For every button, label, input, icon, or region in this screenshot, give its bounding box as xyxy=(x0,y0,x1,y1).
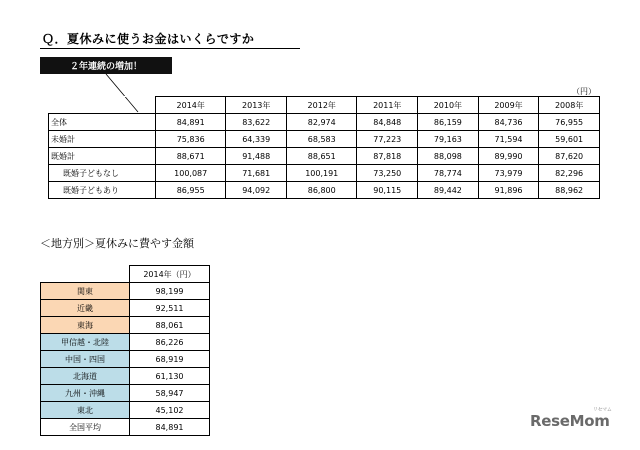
year-header: 2011年 xyxy=(357,97,418,114)
table-row xyxy=(49,165,600,182)
year-header: 2012年 xyxy=(287,97,357,114)
table-corner-cell xyxy=(49,97,156,114)
table-row xyxy=(49,182,600,199)
value-cell: 59,601 xyxy=(539,131,600,148)
region-row xyxy=(41,334,210,351)
region-value: 61,130 xyxy=(130,368,210,385)
region-label: 北海道 xyxy=(41,368,130,385)
row-label: 既婚子どもあり xyxy=(49,182,156,199)
region-value: 58,947 xyxy=(130,385,210,402)
value-cell: 78,774 xyxy=(418,165,479,182)
value-cell: 91,488 xyxy=(226,148,287,165)
region-label: 近畿 xyxy=(41,300,130,317)
region-value: 45,102 xyxy=(130,402,210,419)
callout-label: ２年連続の増加！ xyxy=(40,57,172,74)
row-label: 全体 xyxy=(49,114,156,131)
value-cell: 86,159 xyxy=(418,114,479,131)
year-header: 2013年 xyxy=(226,97,287,114)
value-cell: 82,296 xyxy=(539,165,600,182)
region-header-row xyxy=(41,266,210,283)
region-row xyxy=(41,283,210,300)
value-cell: 75,836 xyxy=(156,131,226,148)
row-label: 未婚計 xyxy=(49,131,156,148)
value-cell: 87,818 xyxy=(357,148,418,165)
region-year-header: 2014年（円） xyxy=(130,266,210,283)
value-cell: 71,681 xyxy=(226,165,287,182)
value-cell: 83,622 xyxy=(226,114,287,131)
row-label: 既婚子どもなし xyxy=(49,165,156,182)
region-row xyxy=(41,351,210,368)
region-label: 甲信越・北陸 xyxy=(41,334,130,351)
region-label: 全国平均 xyxy=(41,419,130,436)
resemom-logo xyxy=(530,407,612,430)
unit-label: （円） xyxy=(572,87,596,96)
value-cell: 88,671 xyxy=(156,148,226,165)
spending-by-year-table xyxy=(48,96,600,199)
value-cell: 84,848 xyxy=(357,114,418,131)
year-header: 2014年 xyxy=(156,97,226,114)
region-label: 東海 xyxy=(41,317,130,334)
logo-text: ReseMom xyxy=(530,412,610,430)
value-cell: 73,979 xyxy=(478,165,539,182)
table-row xyxy=(49,114,600,131)
value-cell: 73,250 xyxy=(357,165,418,182)
region-value: 98,199 xyxy=(130,283,210,300)
region-value: 88,061 xyxy=(130,317,210,334)
region-label: 東北 xyxy=(41,402,130,419)
region-row xyxy=(41,402,210,419)
region-label: 関東 xyxy=(41,283,130,300)
region-value: 92,511 xyxy=(130,300,210,317)
logo-subtext: リセマム xyxy=(592,407,612,413)
value-cell: 88,962 xyxy=(539,182,600,199)
value-cell: 84,891 xyxy=(156,114,226,131)
region-row xyxy=(41,368,210,385)
row-label: 既婚計 xyxy=(49,148,156,165)
value-cell: 100,191 xyxy=(287,165,357,182)
value-cell: 89,442 xyxy=(418,182,479,199)
value-cell: 79,163 xyxy=(418,131,479,148)
value-cell: 77,223 xyxy=(357,131,418,148)
region-value: 84,891 xyxy=(130,419,210,436)
value-cell: 84,736 xyxy=(478,114,539,131)
region-corner-cell xyxy=(41,266,130,283)
value-cell: 88,098 xyxy=(418,148,479,165)
value-cell: 88,651 xyxy=(287,148,357,165)
value-cell: 87,620 xyxy=(539,148,600,165)
table-header-row xyxy=(49,97,600,114)
table-row xyxy=(49,131,600,148)
value-cell: 71,594 xyxy=(478,131,539,148)
value-cell: 90,115 xyxy=(357,182,418,199)
table-row xyxy=(49,148,600,165)
value-cell: 89,990 xyxy=(478,148,539,165)
value-cell: 86,955 xyxy=(156,182,226,199)
region-row xyxy=(41,419,210,436)
value-cell: 94,092 xyxy=(226,182,287,199)
year-header: 2010年 xyxy=(418,97,479,114)
value-cell: 82,974 xyxy=(287,114,357,131)
value-cell: 86,800 xyxy=(287,182,357,199)
title-underline xyxy=(40,48,300,49)
spending-by-region-table xyxy=(40,265,210,436)
region-row xyxy=(41,300,210,317)
year-header: 2008年 xyxy=(539,97,600,114)
value-cell: 100,087 xyxy=(156,165,226,182)
region-value: 68,919 xyxy=(130,351,210,368)
value-cell: 64,339 xyxy=(226,131,287,148)
region-value: 86,226 xyxy=(130,334,210,351)
value-cell: 76,955 xyxy=(539,114,600,131)
value-cell: 68,583 xyxy=(287,131,357,148)
region-row xyxy=(41,317,210,334)
value-cell: 91,896 xyxy=(478,182,539,199)
year-header: 2009年 xyxy=(478,97,539,114)
region-row xyxy=(41,385,210,402)
region-section-title: ＜地方別＞夏休みに費やす金額 xyxy=(40,237,194,250)
region-label: 九州・沖縄 xyxy=(41,385,130,402)
question-title: Ｑ．夏休みに使うお金はいくらですか xyxy=(42,32,255,46)
region-label: 中国・四国 xyxy=(41,351,130,368)
